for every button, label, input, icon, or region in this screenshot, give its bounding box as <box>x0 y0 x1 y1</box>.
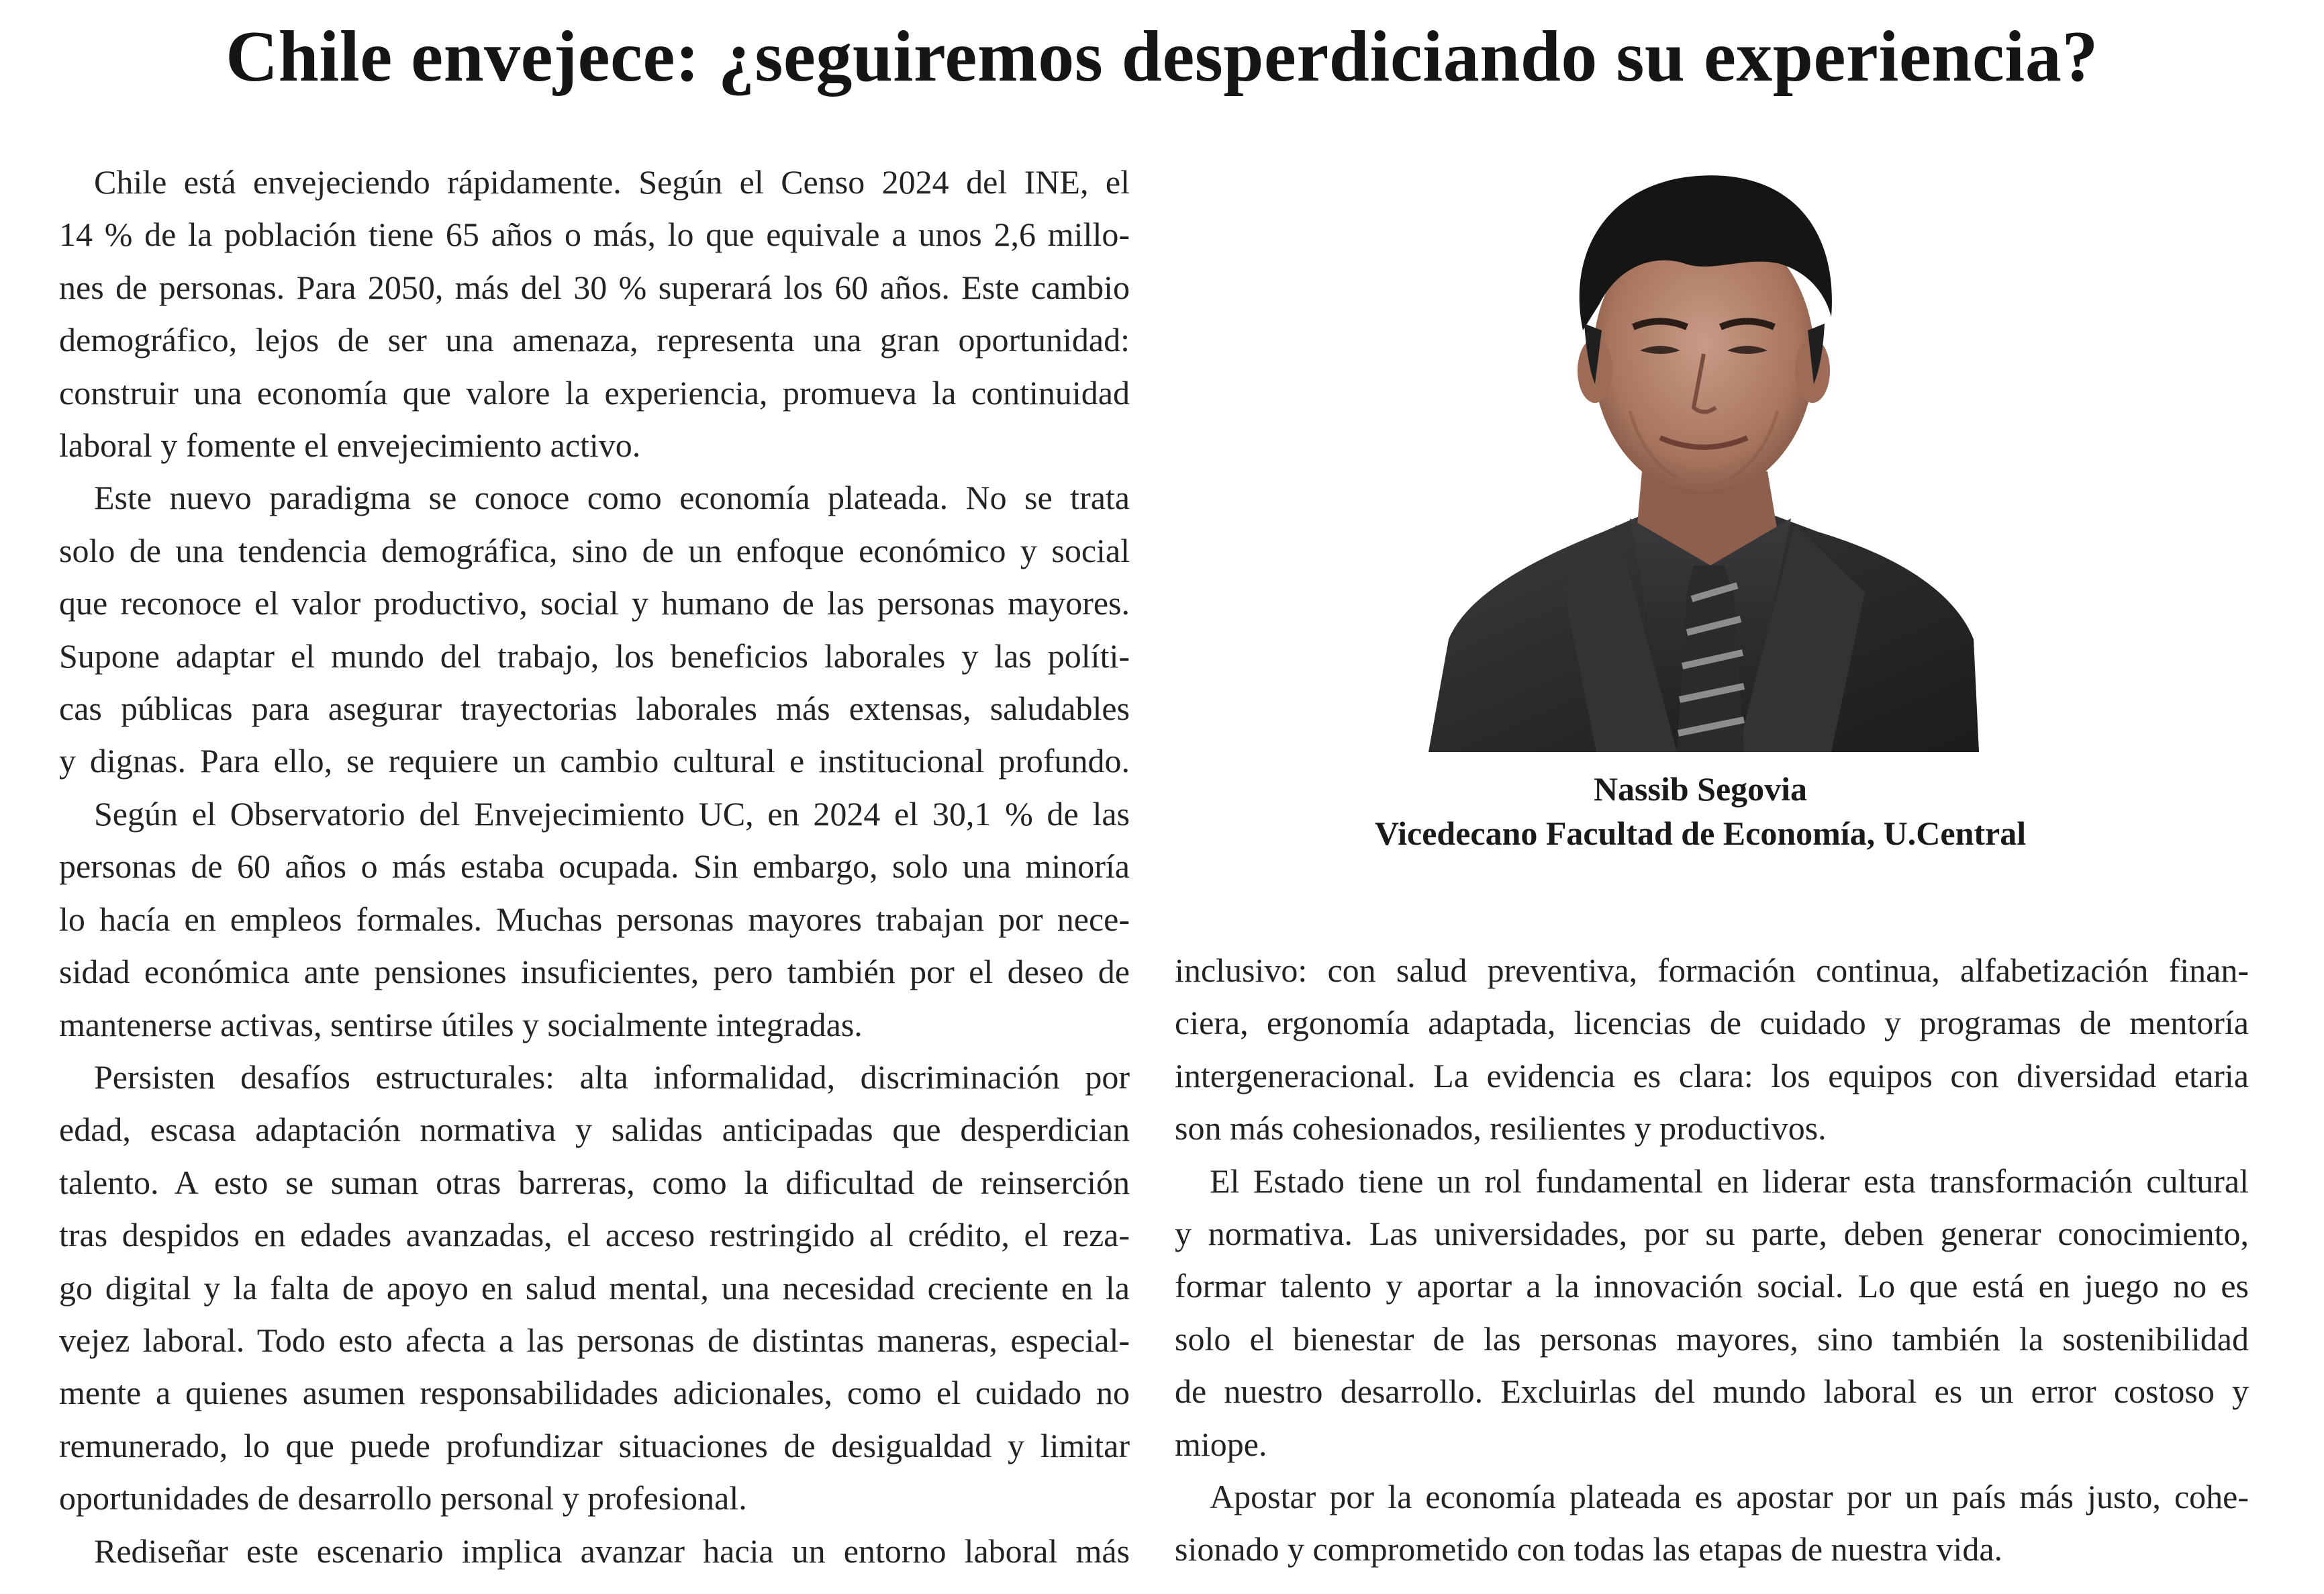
text-line: que reconoce el valor productivo, social y humano de las personas mayores. <box>59 584 1130 622</box>
author-photo <box>1429 156 1979 752</box>
text-line: personas de 60 años o más estaba ocupada. Sin embargo, solo una minoría <box>59 847 1130 886</box>
text-line: Según el Observatorio del Envejecimiento UC, en 2024 el 30,1 % de las <box>94 794 1130 833</box>
text-line: 14 % de la población tiene 65 años o más, lo que equivale a unos 2,6 millo- <box>59 216 1130 254</box>
text-line: y dignas. Para ello, se requiere un cambio cultural e institucional profundo. <box>59 742 1130 780</box>
text-line: Rediseñar este escenario implica avanzar hacia un entorno laboral más <box>94 1532 1130 1570</box>
text-line: son más cohesionados, resilientes y productivos. <box>1175 1109 1827 1147</box>
right-column <box>1175 944 2249 1576</box>
text-line: mente a quienes asumen responsabilidades adicionales, como el cuidado no <box>59 1374 1130 1412</box>
headline: Chile envejece: ¿seguiremos desperdiciando su experiencia? <box>226 17 2098 97</box>
author-role: Vicedecano Facultad de Economía, U.Central <box>1374 814 2027 852</box>
text-line: laboral y fomente el envejecimiento activo. <box>59 426 641 465</box>
text-line: construir una economía que valore la experiencia, promueva la continuidad <box>59 373 1130 412</box>
text-line: demográfico, lejos de ser una amenaza, representa una gran oportunidad: <box>59 321 1130 359</box>
text-line: inclusivo: con salud preventiva, formación continua, alfabetización finan- <box>1175 951 2249 989</box>
text-line: sionado y comprometido con todas las etapas de nuestra vida. <box>1175 1530 2003 1568</box>
text-line: vejez laboral. Todo esto afecta a las personas de distintas maneras, especial- <box>59 1321 1130 1359</box>
text-line: solo el bienestar de las personas mayores, sino también la sostenibilidad <box>1175 1319 2249 1358</box>
author-name: Nassib Segovia <box>1593 770 1808 808</box>
text-line: de nuestro desarrollo. Excluirlas del mundo laboral es un error costoso y <box>1175 1372 2249 1411</box>
text-line: Este nuevo paradigma se conoce como economía plateada. No se trata <box>94 479 1130 517</box>
text-line: nes de personas. Para 2050, más del 30 % superará los 60 años. Este cambio <box>59 268 1130 306</box>
text-line: oportunidades de desarrollo personal y profesional. <box>59 1479 747 1517</box>
text-line: formar talento y aportar a la innovación social. Lo que está en juego no es <box>1175 1267 2249 1305</box>
text-line: y normativa. Las universidades, por su parte, deben generar conocimiento, <box>1175 1215 2249 1253</box>
text-line: sidad económica ante pensiones insuficientes, pero también por el deseo de <box>59 953 1130 991</box>
photo-caption <box>1242 767 2159 855</box>
text-line: solo de una tendencia demográfica, sino de un enfoque económico y social <box>59 531 1130 569</box>
text-line: Apostar por la economía plateada es apostar por un país más justo, cohe- <box>1210 1478 2249 1516</box>
text-line: Supone adaptar el mundo del trabajo, los beneficios laborales y las políti- <box>59 637 1130 675</box>
text-line: tras despidos en edades avanzadas, el acceso restringido al crédito, el reza- <box>59 1216 1130 1254</box>
left-column <box>59 156 1130 1577</box>
text-line: Chile está envejeciendo rápidamente. Según el Censo 2024 del INE, el <box>94 163 1130 201</box>
text-line: lo hacía en empleos formales. Muchas personas mayores trabajan por nece- <box>59 900 1130 938</box>
text-line: miope. <box>1175 1425 1267 1463</box>
text-line: intergeneracional. La evidencia es clara: los equipos con diversidad etaria <box>1175 1056 2249 1094</box>
text-line: go digital y la falta de apoyo en salud mental, una necesidad creciente en la <box>59 1268 1130 1307</box>
text-line: talento. A esto se suman otras barreras, como la dificultad de reinserción <box>59 1163 1130 1201</box>
text-line: ciera, ergonomía adaptada, licencias de cuidado y programas de mentoría <box>1175 1004 2249 1042</box>
text-line: edad, escasa adaptación normativa y salidas anticipadas que desperdician <box>59 1111 1130 1149</box>
text-line: remunerado, lo que puede profundizar situaciones de desigualdad y limitar <box>59 1426 1130 1464</box>
text-line: cas públicas para asegurar trayectorias laborales más extensas, saludables <box>59 690 1130 728</box>
text-line: mantenerse activas, sentirse útiles y socialmente integradas. <box>59 1005 863 1043</box>
text-line: El Estado tiene un rol fundamental en liderar esta transformación cultural <box>1210 1162 2249 1200</box>
text-line: Persisten desafíos estructurales: alta informalidad, discriminación por <box>94 1058 1130 1096</box>
